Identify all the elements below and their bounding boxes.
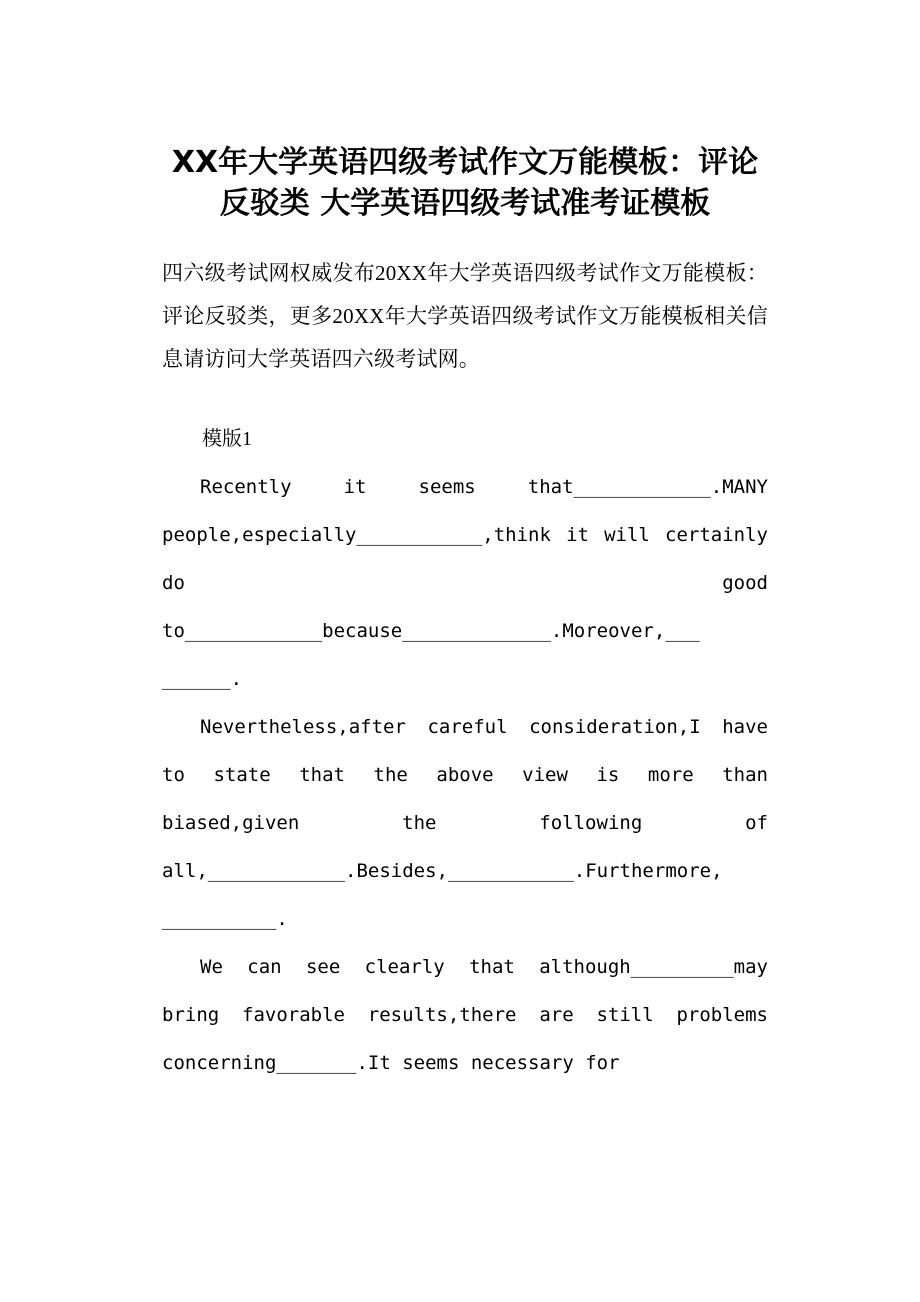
template-paragraph-2: [162, 703, 768, 943]
template-paragraph-1: [162, 463, 768, 703]
paragraph-1-line-1: Recently it seems that____________.MANY: [200, 476, 768, 498]
intro-paragraph: 四六级考试网权威发布20XX年大学英语四级考试作文万能模板：评论反驳类，更多20XX年大学英语四级考试作文万能模板相关信息请访问大学英语四六级考试网。: [162, 261, 768, 371]
paragraph-3-line-2: bring favorable results,there are still problems: [162, 1004, 768, 1026]
paragraph-3-line-1: We can see clearly that although_________may: [200, 956, 768, 978]
section-heading-template-1: 模版1: [202, 428, 252, 450]
paragraph-2-line-3: biased,given the following of: [162, 812, 768, 834]
paragraph-2-line-5: __________.: [162, 908, 288, 930]
document-content: [162, 142, 768, 1087]
paragraph-3-line-3: concerning_______.It seems necessary for: [162, 1052, 620, 1074]
paragraph-1-line-5: ______.: [162, 668, 243, 690]
template-body: [162, 415, 768, 1087]
paragraph-1-line-2: people,especially___________,think it will: [162, 524, 650, 546]
paragraph-2-line-2: have to state that the above view is more than: [162, 716, 768, 786]
paragraph-1-line-3: certainly do good: [162, 524, 768, 594]
template-paragraph-3: [162, 943, 768, 1087]
page-title: XX年大学英语四级考试作文万能模板：评论反驳类 大学英语四级考试准考证模板: [171, 145, 759, 221]
paragraph-1-line-4: to____________because_____________.Moreover,___: [162, 620, 700, 642]
paragraph-2-line-4: all,____________.Besides,___________.Furthermore,: [162, 860, 723, 882]
paragraph-2-line-1: Nevertheless,after careful consideration,I: [200, 716, 701, 738]
